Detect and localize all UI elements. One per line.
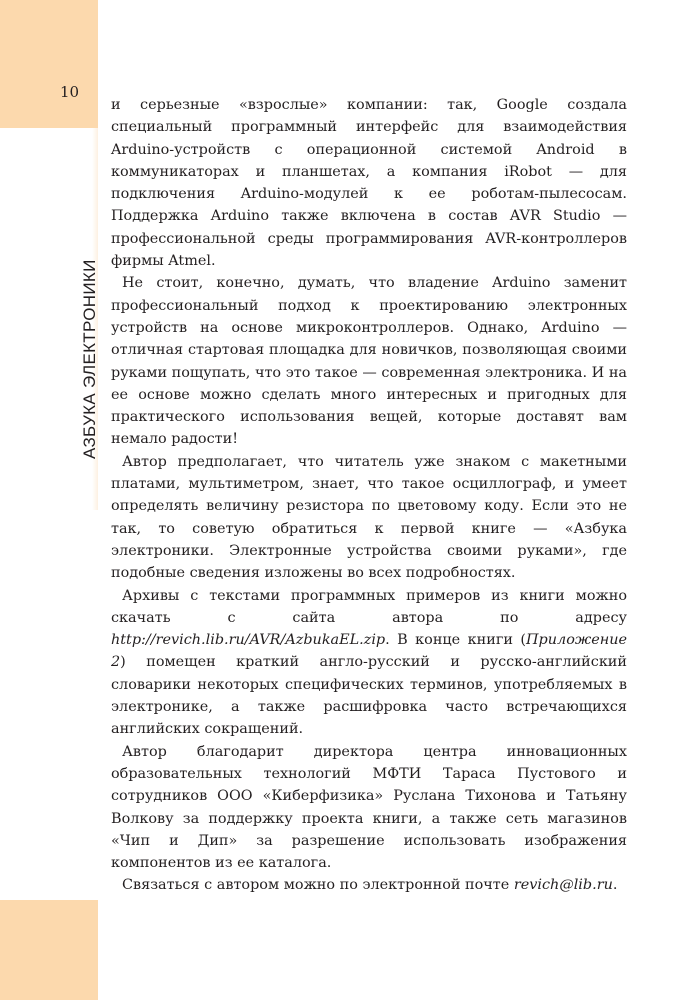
paragraph-4 [111,585,627,741]
paragraph-4-text-b: . В конце книги ( [385,632,526,649]
paragraph-6-text-b: . [612,877,618,894]
paragraph-5: Автор благодарит директора центра инновационных образовательных технологий МФТИ Тараса Пустового и сотрудников ООО «Киберфизика» Руслана Тихонова и Татьяну Волкову за поддержку проекта книги, а также сеть магазинов «Чип и Дип» за разрешение использовать изображения компонентов из ее каталога. [111,743,627,872]
paragraph-2: Не стоит, конечно, думать, что владение Arduino заменит профессиональный подход к проектированию электронных устройств на основе микроконтроллеров. Однако, Arduino — отличная стартовая площадка для новичков, позволяющая своими руками пощупать, что это такое — современная электроника. И на ее основе можно сделать много интересных и пригодных для практического использования вещей, которые доставят вам немало радости! [111,275,627,448]
author-email: revich@lib.ru [513,877,613,894]
body-text [111,94,627,897]
section-title-vertical: АЗБУКА ЭЛЕКТРОНИКИ [80,259,99,459]
bottom-accent-band [0,900,98,1000]
paragraph-1: и серьезные «взрослые» компании: так, Google создала специальный программный интерфейс для взаимодействия Arduino-устройств с операционной системой Android в коммуникаторах и планшетах, а компания iRobot — для подключения Arduino-модулей к ее роботам-пылесосам. Поддержка Arduino также включена в состав AVR Studio — профессиональной среды программирования AVR-контроллеров фирмы Atmel. [111,97,627,270]
paragraph-3: Автор предполагает, что читатель уже знаком с макетными платами, мультиметром, знает, что такое осциллограф, и умеет определять величину резистора по цветовому коду. Если это не так, то советую обратиться к первой книге — «Азбука электроники. Электронные устройства своими руками», где подобные сведения изложены во всех подробностях. [111,453,627,582]
paragraph-4-text-a: Архивы с текстами программных примеров из книги можно скачать с сайта автора по адресу [111,587,627,626]
top-accent-band [0,0,98,128]
paragraph-4-text-c: ) помещен краткий англо-русский и русско-английский словарики некоторых специфических терминов, употребляемых в электронике, а также расшифровка часто встречающихся английских сокращений. [111,654,627,738]
paragraph-6-text-a: Связаться с автором можно по электронной почте [122,877,514,894]
appendix-reference: Приложение 2 [111,632,627,671]
paragraph-6 [111,874,627,896]
page-number: 10 [60,83,80,101]
archive-url: http://revich.lib.ru/AVR/AzbukaEL.zip [111,632,386,649]
